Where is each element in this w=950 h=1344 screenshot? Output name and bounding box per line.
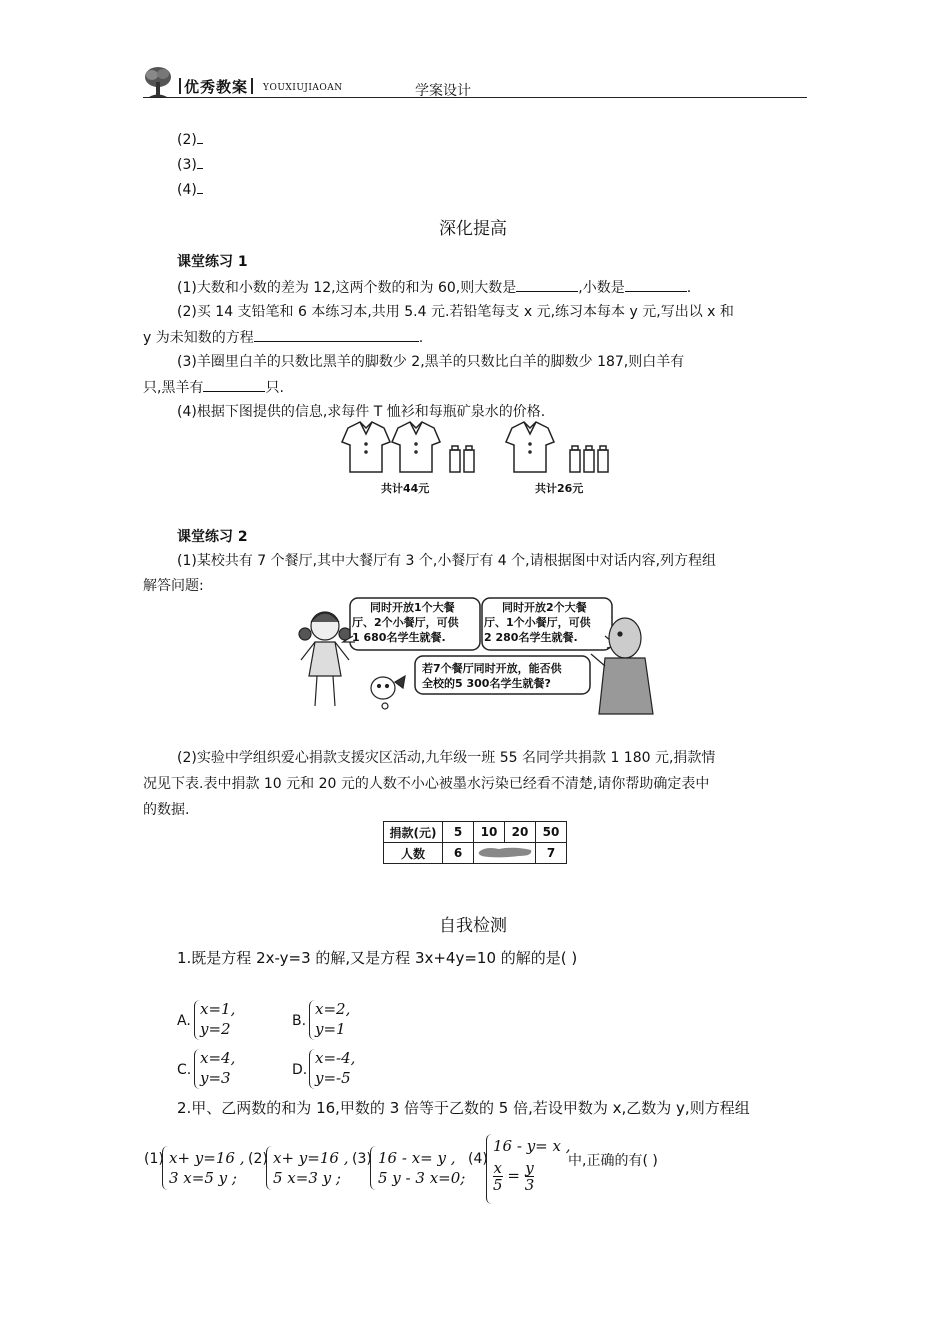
donation-table (383, 821, 567, 864)
system-2-label: (2) (248, 1151, 268, 1167)
tshirt-icon (506, 422, 554, 472)
system-2: x+ y=16 , 5 x=3 y ; (273, 1149, 349, 1187)
system-1: x+ y=16 , 3 x=5 y ; (169, 1149, 245, 1187)
option-c-label: C. (177, 1062, 192, 1078)
practice1-q3-line1: (3)羊圈里白羊的只数比黑羊的脚数少 2,黑羊的只数比白羊的脚数少 187,则白羊有 (177, 354, 685, 370)
bottle-icon (570, 446, 580, 472)
system-4-label: (4) (468, 1151, 488, 1167)
brand-english: YOUXIUJIAOAN (263, 83, 343, 93)
practice2-q1-line1: (1)某校共有 7 个餐厅,其中大餐厅有 3 个,小餐厅有 4 个,请根据图中对话内容,列方程组 (177, 553, 717, 569)
header-rule (143, 97, 807, 98)
check-q2: 2.甲、乙两数的和为 16,甲数的 3 倍等于乙数的 5 倍,若设甲数为 x,乙数为 y,则方程组 (177, 1099, 750, 1117)
tshirt-bottle-figure (338, 420, 618, 480)
section-title-deepen: 深化提高 (439, 219, 507, 239)
system-4-brace (486, 1134, 492, 1204)
practice1-q2-line1: (2)买 14 支铅笔和 6 本练习本,共用 5.4 元.若铅笔每支 x 元,练习本每本 y 元,写出以 x 和 (177, 304, 734, 320)
item-2: (2) (177, 129, 203, 150)
system-1-brace (162, 1146, 168, 1190)
tshirt-icon (342, 422, 390, 472)
practice1-heading: 课堂练习 1 (177, 254, 248, 270)
practice2-q2-line1: (2)实验中学组织爱心捐款支援灾区活动,九年级一班 55 名同学共捐款 1 180 元,捐款情 (177, 750, 716, 766)
system-3: 16 - x= y , 5 y - 3 x=0; (378, 1149, 466, 1187)
system-3-label: (3) (352, 1151, 372, 1167)
option-b-label: B. (292, 1013, 307, 1029)
bottle-icon (598, 446, 608, 472)
section-title-self-check: 自我检测 (439, 916, 507, 936)
practice2-heading: 课堂练习 2 (177, 529, 248, 545)
item-4: (4) (177, 179, 203, 200)
system-4: 16 - y= x , $\frac{x}{5}$ = $\frac{y}{3}$ (493, 1137, 571, 1194)
system-3-brace (370, 1146, 376, 1190)
bottle-icon (450, 446, 460, 472)
bottle-icon (464, 446, 474, 472)
option-c-system: x=4, y=3 (200, 1049, 236, 1087)
bubble3-text: 若7个餐厅同时开放，能否供 全校的5 300名学生就餐? (422, 662, 562, 690)
tree-logo-icon (143, 66, 173, 98)
check-q1: 1.既是方程 2x-y=3 的解,又是方程 3x+4y=10 的解的是( ) (177, 949, 578, 967)
option-b-system: x=2, y=1 (315, 1000, 351, 1038)
ink-stain (474, 843, 536, 864)
practice2-q2-line3: 的数据. (143, 802, 190, 818)
system-2-brace (266, 1146, 272, 1190)
system-1-label: (1) (144, 1151, 164, 1167)
practice1-q3-line2: 只,黑羊有 只. (143, 377, 284, 398)
option-d-system: x=-4, y=-5 (315, 1049, 356, 1087)
table-row: 捐款(元) 5 10 20 50 (384, 822, 567, 843)
practice1-q4: (4)根据下图提供的信息,求每件 T 恤衫和每瓶矿泉水的价格. (177, 404, 546, 420)
check-q2-tail: 中,正确的有( ) (568, 1153, 658, 1169)
bubble2-text: 同时开放2个大餐 厅、1个小餐厅，可供 2 280名学生就餐. (484, 601, 591, 644)
option-a-label: A. (177, 1013, 191, 1029)
bottle-icon (584, 446, 594, 472)
document-title: 学案设计 (415, 83, 471, 99)
ink-blot-icon (475, 844, 535, 860)
tshirt-icon (392, 422, 440, 472)
item-3: (3) (177, 154, 203, 175)
practice2-q1-line2: 解答问题: (143, 578, 204, 594)
practice1-q1: (1)大数和小数的差为 12,这两个数的和为 60,则大数是 ,小数是 . (177, 277, 691, 298)
table-row: 人数 6 7 (384, 843, 567, 864)
bubble1-text: 同时开放1个大餐 厅、2个小餐厅，可供 1 680名学生就餐. (352, 601, 459, 644)
cafeteria-dialog-figure (295, 596, 665, 720)
figure-caption-left: 共计44元 (381, 482, 430, 495)
option-a-system: x=1, y=2 (200, 1000, 236, 1038)
figure-caption-right: 共计26元 (535, 482, 584, 495)
practice2-q2-line2: 况见下表.表中捐款 10 元和 20 元的人数不小心被墨水污染已经看不清楚,请你帮助确定表中 (143, 776, 710, 792)
practice1-q2-line2: y 为未知数的方程 . (143, 327, 423, 348)
girl-icon (299, 612, 351, 706)
bird-icon (371, 676, 405, 709)
option-d-label: D. (292, 1062, 308, 1078)
brand-name: 优秀教案 (176, 76, 256, 97)
